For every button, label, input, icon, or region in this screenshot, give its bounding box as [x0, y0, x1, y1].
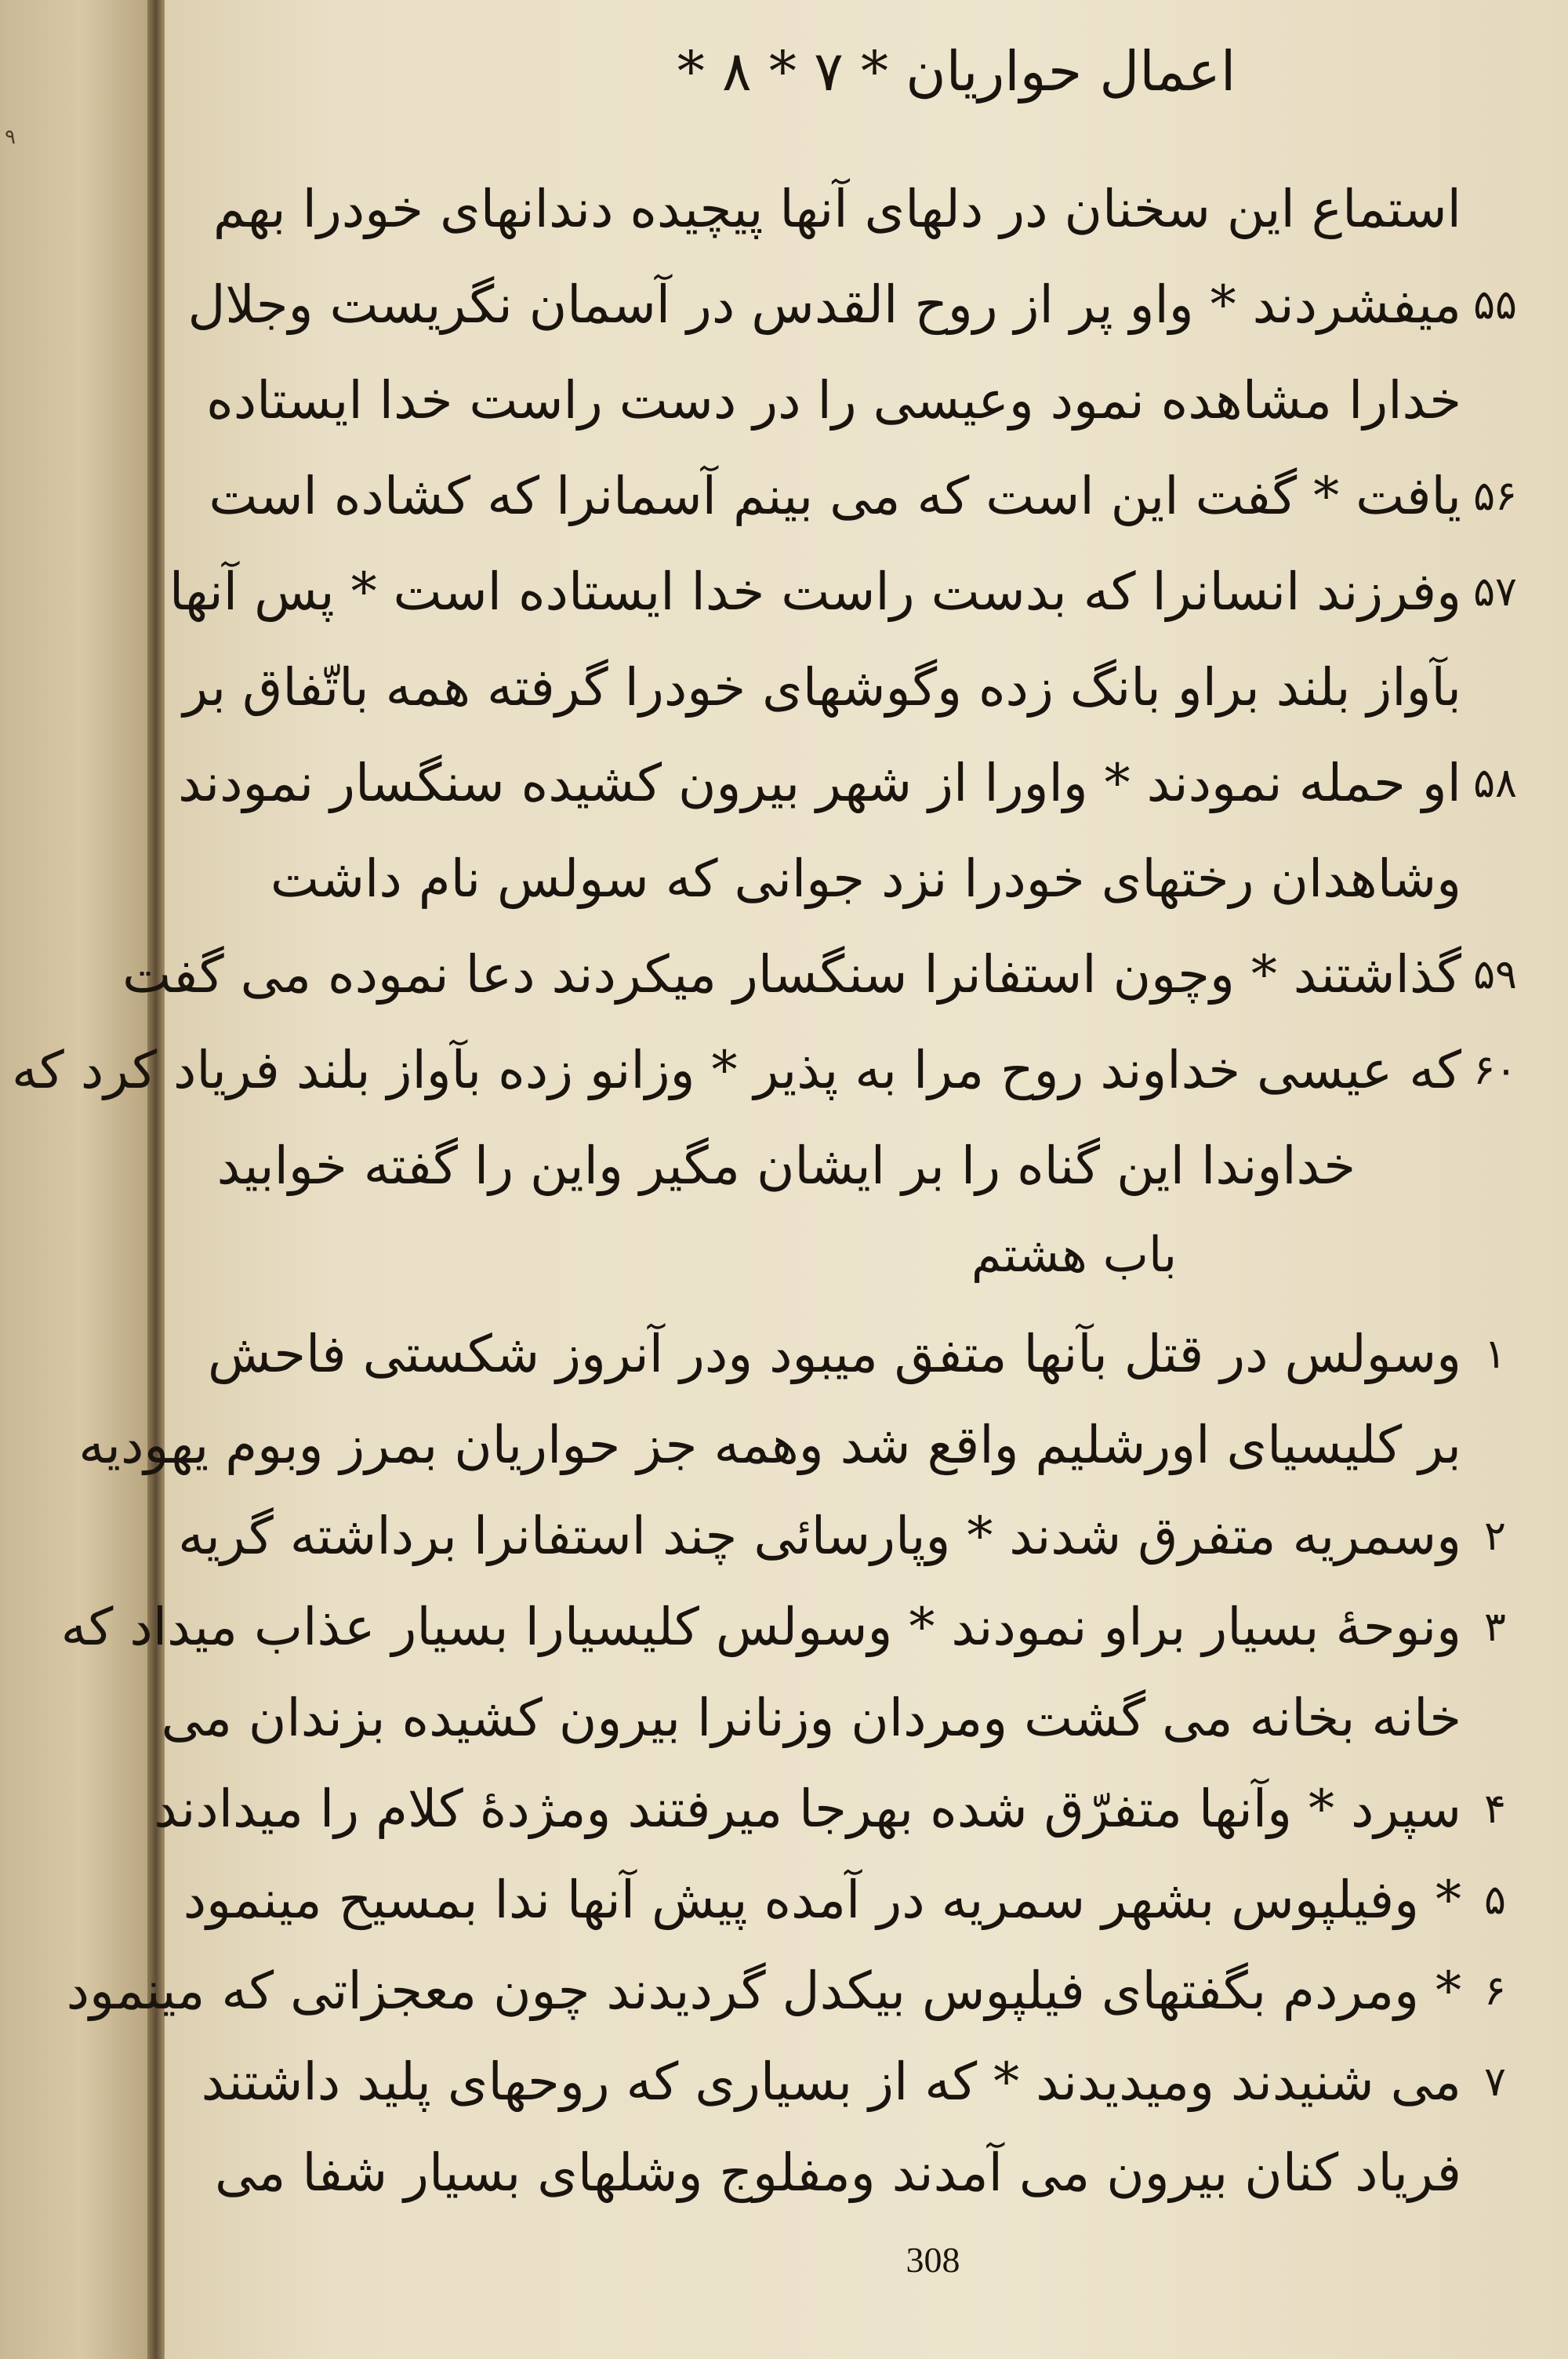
book-page: [12, 0, 1568, 2359]
verse-text: * وفیلپوس بشهر سمریه در آمده پیش آنها ندا بمسیح مینمود: [183, 1870, 1461, 1930]
verse-line: [122, 934, 1529, 1016]
verse-line: [178, 743, 1529, 824]
verse-line: [161, 1677, 1529, 1759]
margin-mark: ۹: [5, 125, 16, 149]
verse-text: * ومردم بگفتهای فیلپوس بیکدل گردیدند چون معجزاتی که مینمود: [66, 1961, 1461, 2021]
running-head: اعمال حواریان * ۷ * ۸ *: [677, 39, 1236, 104]
verse-text: خداوندا این گناه را بر ایشان مگیر واین را گفته خوابید: [216, 1136, 1356, 1196]
verse-text: بآواز بلند براو بانگ زده وگوشهای خودرا گرفته همه باتّفاق بر: [183, 657, 1461, 718]
verse-text: استماع این سخنان در دلهای آنها پیچیده دندانهای خودرا بهم: [212, 179, 1461, 239]
verse-line: [212, 169, 1529, 250]
verse-text: وفرزند انسانرا که بدست راست خدا ایستاده است * پس آنها: [169, 562, 1461, 622]
verse-text: او حمله نمودند * واورا از شهر بیرون کشیده سنگسار نمودند: [178, 753, 1461, 813]
verse-line: [208, 1314, 1529, 1395]
verse-text: می شنیدند ومیدیدند * که از بسیاری که روحهای پلید داشتند: [201, 2052, 1461, 2112]
verse-number: ۱: [1484, 1331, 1506, 1378]
verse-text: یافت * گفت این است که می بینم آسمانرا که کشاده است: [209, 466, 1461, 526]
verse-text: میفشردند * واو پر از روح القدس در آسمان نگریست وجلال: [187, 274, 1461, 335]
verse-text: وشاهدان رختهای خودرا نزد جوانی که سولس نام داشت: [270, 849, 1461, 909]
verse-number: ۳: [1484, 1604, 1506, 1651]
verse-line: [66, 1950, 1529, 2032]
verse-line: [78, 1405, 1529, 1486]
verse-number: ۵۶: [1473, 473, 1517, 520]
verse-text: وسمریه متفرق شدند * وپارسائی چند استفانرا برداشته گریه: [178, 1506, 1461, 1566]
verse-line: [183, 647, 1529, 729]
verse-text: که عیسی خداوند روح مرا به پذیر * وزانو زده بآواز بلند فریاد کرد که: [12, 1040, 1461, 1100]
verse-number: ۷: [1484, 2059, 1506, 2106]
verse-line: [187, 264, 1529, 346]
verse-line: [154, 1768, 1529, 1850]
verse-line: [216, 1125, 1423, 1207]
verse-line: [60, 1587, 1529, 1668]
verse-line: [178, 1496, 1529, 1577]
verse-number: ۲: [1484, 1513, 1506, 1560]
verse-line: [215, 2132, 1529, 2214]
verse-line: [169, 551, 1529, 633]
verse-number: ۵۸: [1473, 760, 1517, 807]
verse-number: ۶۰: [1473, 1047, 1517, 1094]
verse-line: [270, 838, 1529, 920]
chapter-heading: باب هشتم: [971, 1226, 1178, 1283]
verse-text: بر کلیسیای اورشلیم واقع شد وهمه جز حواریان بمرز وبوم یهودیه: [78, 1415, 1461, 1475]
verse-number: ۴: [1484, 1786, 1506, 1833]
verse-number: ۵: [1484, 1877, 1506, 1924]
verse-text: فریاد کنان بیرون می آمدند ومفلوج وشلهای بسیار شفا می: [215, 2143, 1461, 2203]
verse-line: [183, 1859, 1529, 1941]
verse-number: ۵۵: [1473, 282, 1517, 329]
verse-text: گذاشتند * وچون استفانرا سنگسار میکردند دعا نموده می گفت: [122, 944, 1461, 1005]
verse-line: [12, 1030, 1529, 1111]
verse-text: خدارا مشاهده نمود وعیسی را در دست راست خدا ایستاده: [206, 370, 1461, 431]
verse-text: سپرد * وآنها متفرّق شده بهرجا میرفتند ومژدهٔ کلام را میدادند: [154, 1779, 1461, 1839]
verse-line: [201, 2041, 1529, 2123]
verse-line: [206, 360, 1529, 442]
verse-text: خانه بخانه می گشت ومردان وزنانرا بیرون کشیده بزندان می: [161, 1688, 1461, 1748]
verse-text: وسولس در قتل بآنها متفق میبود ودر آنروز شکستی فاحش: [208, 1324, 1461, 1384]
verse-line: [209, 456, 1529, 537]
verse-number: ۵۹: [1473, 951, 1517, 998]
verse-number: ۵۷: [1473, 569, 1517, 616]
verse-text: ونوحهٔ بسیار براو نمودند * وسولس کلیسیارا بسیار عذاب میداد که: [60, 1597, 1461, 1657]
verse-number: ۶: [1484, 1968, 1506, 2015]
page-number: 308: [906, 2240, 960, 2280]
